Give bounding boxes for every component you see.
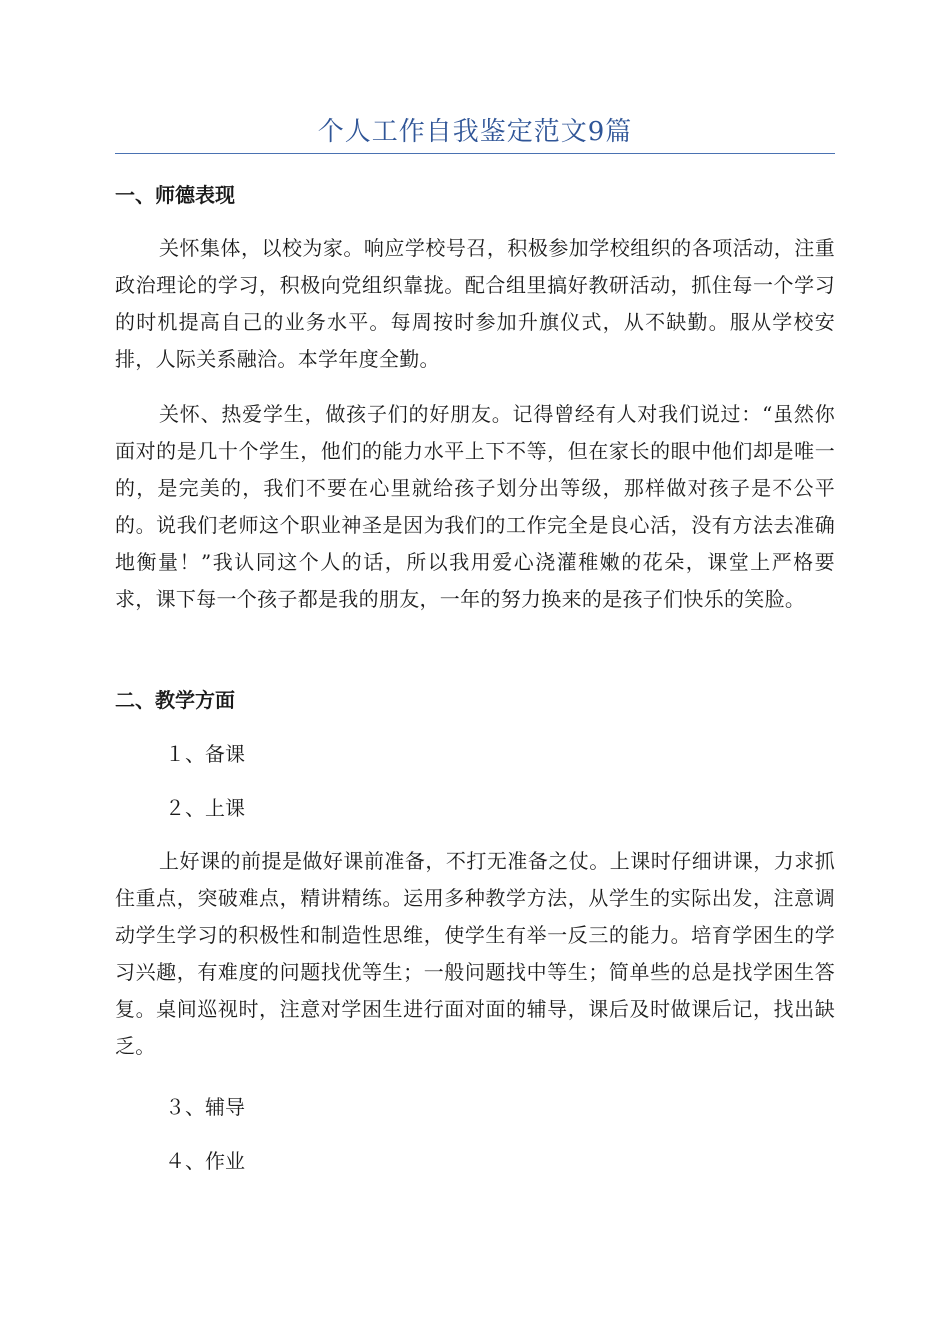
section-heading-2: 二、教学方面 [115, 688, 235, 712]
list-item-prep: １、备课 [165, 742, 245, 766]
list-item-class: ２、上课 [165, 796, 245, 820]
paragraph-1: 关怀集体，以校为家。响应学校号召，积极参加学校组织的各项活动，注重政治理论的学习，积极向党组织靠拢。配合组里搞好教研活动，抓住每一个学习的时机提高自己的业务水平。每周按时参加升旗仪式，从不缺勤。服从学校安排，人际关系融洽。本学年度全勤。 [115, 236, 835, 371]
title-underline [115, 153, 835, 154]
document-title: 个人工作自我鉴定范文9篇 [317, 117, 633, 147]
list-item-tutoring: ３、辅导 [165, 1095, 245, 1119]
list-item-homework: ４、作业 [165, 1149, 245, 1173]
paragraph-2: 关怀、热爱学生，做孩子们的好朋友。记得曾经有人对我们说过：“虽然你面对的是几十个学生，他们的能力水平上下不等，但在家长的眼中他们却是唯一的，是完美的，我们不要在心里就给孩子划分出等级，那样做对孩子是不公平的。说我们老师这个职业神圣是因为我们的工作完全是良心活，没有方法去准确地衡量！”我认同这个人的话，所以我用爱心浇灌稚嫩的花朵，课堂上严格要求，课下每一个孩子都是我的朋友，一年的努力换来的是孩子们快乐的笑脸。 [115, 402, 835, 611]
paragraph-3: 上好课的前提是做好课前准备，不打无准备之仗。上课时仔细讲课，力求抓住重点，突破难点，精讲精练。运用多种教学方法，从学生的实际出发，注意调动学生学习的积极性和制造性思维，使学生有举一反三的能力。培育学困生的学习兴趣，有难度的问题找优等生；一般问题找中等生；简单些的总是找学困生答复。桌间巡视时，注意对学困生进行面对面的辅导，课后及时做课后记，找出缺乏。 [115, 849, 835, 1058]
section-heading-1: 一、师德表现 [115, 183, 235, 207]
